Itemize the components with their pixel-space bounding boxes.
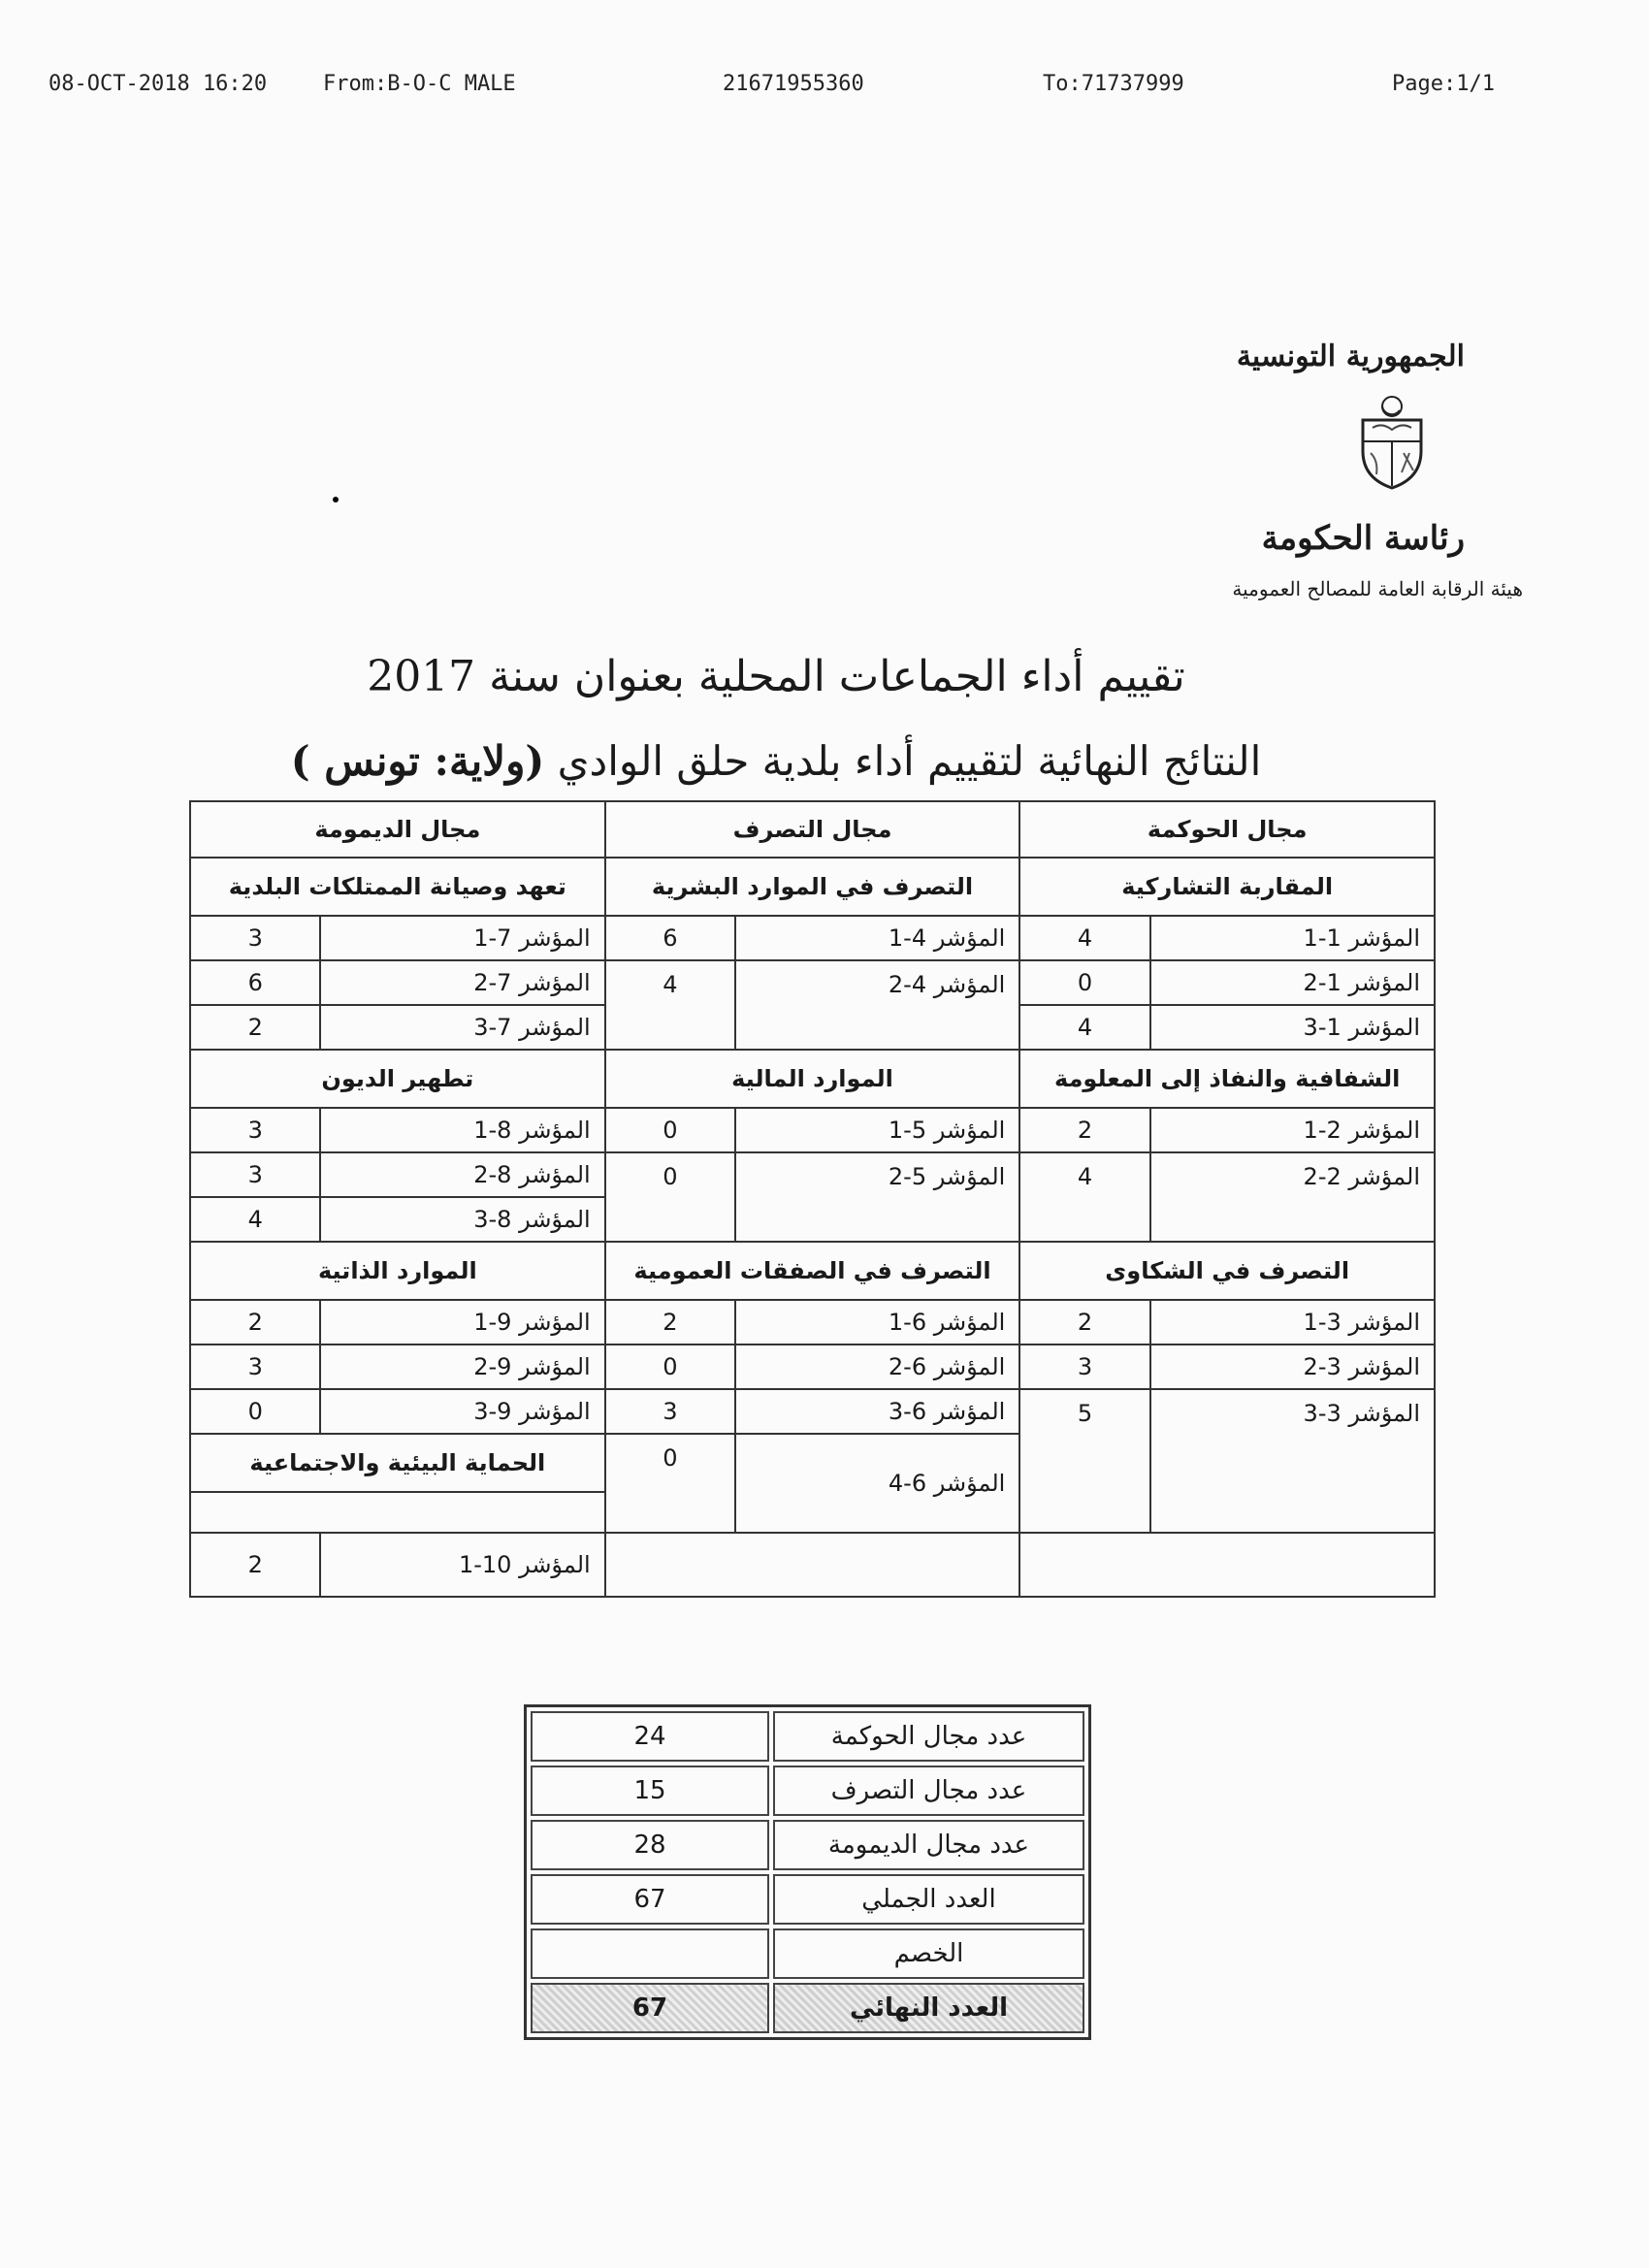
indicator-label: المؤشر 5-2 [735,1152,1019,1242]
section-public-procurement: التصرف في الصفقات العمومية [605,1242,1020,1300]
indicator-label: المؤشر 6-4 [735,1434,1019,1533]
indicator-score: 2 [1019,1108,1149,1152]
indicator-label: المؤشر 9-2 [320,1345,604,1389]
indicator-score: 4 [1019,1005,1149,1050]
fax-page: Page:1/1 [1392,72,1495,96]
indicator-label: المؤشر 4-2 [735,960,1019,1050]
summary-row [531,1766,1084,1816]
section-financial-resources: الموارد المالية [605,1050,1020,1108]
indicator-label: المؤشر 8-2 [320,1152,604,1197]
section-environmental-social: الحماية البيئية والاجتماعية [190,1434,605,1492]
indicator-label: المؤشر 3-2 [1150,1345,1435,1389]
indicator-label: المؤشر 7-3 [320,1005,604,1050]
table-row [190,1108,1435,1152]
indicator-score: 2 [190,1533,320,1597]
section-own-resources: الموارد الذاتية [190,1242,605,1300]
section-debt-clearance: تطهير الديون [190,1050,605,1108]
summary-value [531,1928,769,1979]
indicator-score: 4 [190,1197,320,1242]
empty-cell [1019,1533,1435,1597]
indicator-score: 0 [1019,960,1149,1005]
indicator-score: 4 [1019,1152,1149,1242]
table-row [190,1389,1435,1434]
summary-value: 67 [531,1983,769,2033]
indicator-label: المؤشر 4-1 [735,916,1019,960]
indicator-label: المؤشر 3-1 [1150,1300,1435,1345]
summary-value: 28 [531,1820,769,1870]
indicator-score: 0 [190,1389,320,1434]
indicator-score: 2 [1019,1300,1149,1345]
table-row [190,1300,1435,1345]
document-subtitle [252,737,1300,785]
document-title: تقييم أداء الجماعات المحلية بعنوان سنة 2017 [367,652,1185,701]
summary-row [531,1928,1084,1979]
table-row [190,916,1435,960]
summary-label: عدد مجال الحوكمة [773,1711,1084,1762]
indicator-score: 3 [190,1152,320,1197]
agency-name: هيئة الرقابة العامة للمصالح العمومية [1232,577,1523,600]
summary-row [531,1820,1084,1870]
indicator-label: المؤشر 1-2 [1150,960,1435,1005]
table-row [190,1345,1435,1389]
summary-label: العدد الجملي [773,1874,1084,1925]
indicator-label: المؤشر 3-3 [1150,1389,1435,1533]
summary-label: عدد مجال التصرف [773,1766,1084,1816]
subtitle-municipality: النتائج النهائية لتقييم أداء بلدية حلق الوادي [557,737,1262,785]
fax-datetime: 08-OCT-2018 16:20 [48,72,268,96]
indicator-label: المؤشر 9-3 [320,1389,604,1434]
presidency-name: رئاسة الحكومة [1261,519,1465,558]
indicator-score: 6 [190,960,320,1005]
section-municipal-property: تعهد وصيانة الممتلكات البلدية [190,858,605,916]
indicator-score: 2 [190,1300,320,1345]
empty-cell [605,1533,1020,1597]
indicator-label: المؤشر 8-3 [320,1197,604,1242]
section-transparency: الشفافية والنفاذ إلى المعلومة [1019,1050,1435,1108]
fax-phone: 21671955360 [723,72,864,96]
summary-label: عدد مجال الديمومة [773,1820,1084,1870]
domain-sustainability: مجال الديمومة [190,801,605,858]
indicator-score: 5 [1019,1389,1149,1533]
indicator-score: 3 [1019,1345,1149,1389]
summary-row-final [531,1983,1084,2033]
summary-value: 67 [531,1874,769,1925]
summary-label: الخصم [773,1928,1084,1979]
republic-name: الجمهورية التونسية [1236,340,1465,373]
section-complaints: التصرف في الشكاوى [1019,1242,1435,1300]
table-row [190,1152,1435,1197]
indicator-label: المؤشر 6-3 [735,1389,1019,1434]
summary-label: العدد النهائي [773,1983,1084,2033]
indicator-score: 2 [190,1005,320,1050]
indicator-score: 3 [190,1108,320,1152]
indicator-label: المؤشر 1-1 [1150,916,1435,960]
indicator-label: المؤشر 1-3 [1150,1005,1435,1050]
summary-value: 15 [531,1766,769,1816]
summary-table [524,1704,1091,2040]
table-row [190,1533,1435,1597]
indicator-label: المؤشر 8-1 [320,1108,604,1152]
fax-header [48,72,1600,111]
indicator-score: 3 [190,1345,320,1389]
fax-from: From:B-O-C MALE [323,72,516,96]
indicator-score: 0 [605,1108,735,1152]
fax-to: To:71737999 [1043,72,1184,96]
table-row [190,960,1435,1005]
indicator-label: المؤشر 6-2 [735,1345,1019,1389]
indicator-score: 0 [605,1434,735,1533]
subtitle-state: (ولاية: تونس ) [290,737,545,785]
indicator-score: 0 [605,1345,735,1389]
speck-mark [333,497,339,502]
domain-management: مجال التصرف [605,801,1020,858]
indicator-label: المؤشر 9-1 [320,1300,604,1345]
summary-row [531,1711,1084,1762]
summary-value: 24 [531,1711,769,1762]
empty-cell [190,1492,605,1533]
section-participatory-approach: المقاربة التشاركية [1019,858,1435,916]
section-human-resources: التصرف في الموارد البشرية [605,858,1020,916]
indicator-score: 2 [605,1300,735,1345]
indicator-score: 0 [605,1152,735,1242]
indicator-score: 6 [605,916,735,960]
indicator-score: 3 [605,1389,735,1434]
summary-row [531,1874,1084,1925]
indicator-score: 4 [1019,916,1149,960]
indicator-label: المؤشر 2-2 [1150,1152,1435,1242]
domain-governance: مجال الحوكمة [1019,801,1435,858]
indicator-label: المؤشر 5-1 [735,1108,1019,1152]
indicator-score: 4 [605,960,735,1050]
indicator-score: 3 [190,916,320,960]
indicator-label: المؤشر 6-1 [735,1300,1019,1345]
indicator-label: المؤشر 2-1 [1150,1108,1435,1152]
indicator-label: المؤشر 10-1 [320,1533,604,1597]
indicator-label: المؤشر 7-2 [320,960,604,1005]
coat-of-arms-emblem [1353,393,1431,490]
results-table [189,800,1436,1598]
indicator-label: المؤشر 7-1 [320,916,604,960]
